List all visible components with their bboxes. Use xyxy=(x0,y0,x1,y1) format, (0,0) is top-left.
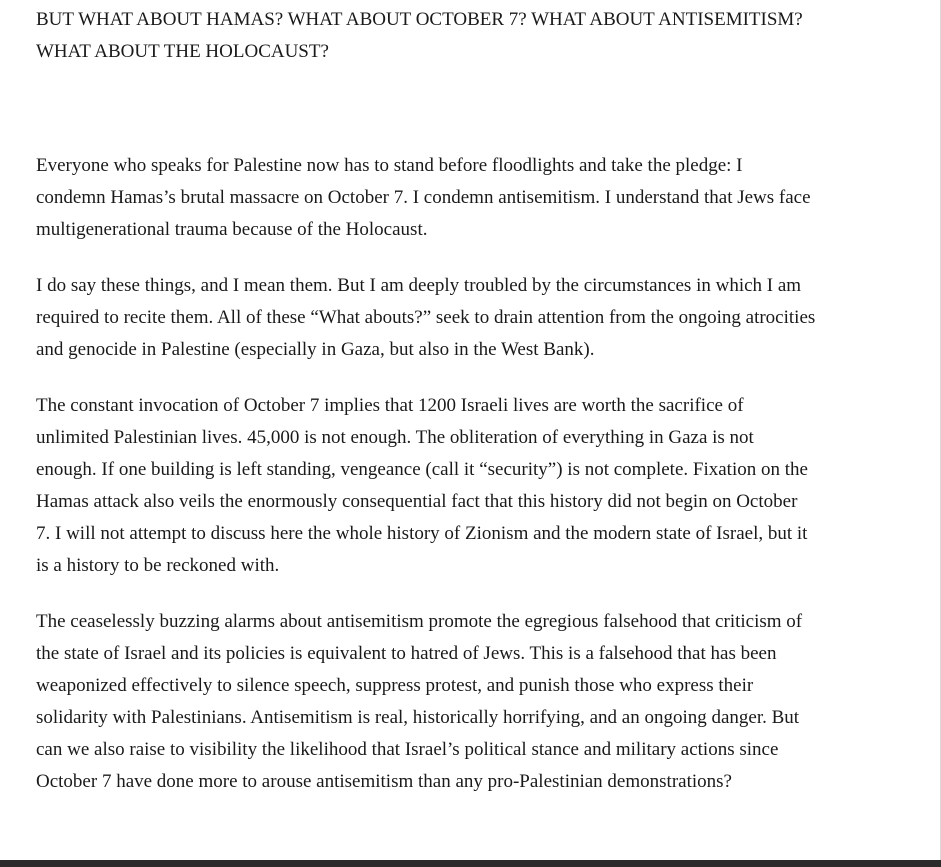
article-paragraphs xyxy=(36,150,816,798)
paragraph-3: The constant invocation of October 7 implies that 1200 Israeli lives are worth the sacrifice of unlimited Palestinian lives. 45,000 is not enough. The obliteration of everything in Gaza is not enough. If one building is left standing, vengeance (call it “security”) is not complete. Fixation on the Hamas attack also veils the enormously consequential fact that this history did not begin on October 7. I will not attempt to discuss here the whole history of Zionism and the modern state of Israel, but it is a history to be reckoned with. xyxy=(36,395,808,576)
paragraph-1: Everyone who speaks for Palestine now has to stand before floodlights and take the pledge: I condemn Hamas’s brutal massacre on October 7. I condemn antisemitism. I understand that Jews face multigenerational trauma because of the Holocaust. xyxy=(36,155,811,240)
paragraph-4: The ceaselessly buzzing alarms about antisemitism promote the egregious falsehood that criticism of the state of Israel and its policies is equivalent to hatred of Jews. This is a falsehood that has been weaponized effectively to silence speech, suppress protest, and punish those who express their solidarity with Palestinians. Antisemitism is real, historically horrifying, and an ongoing danger. But can we also raise to visibility the likelihood that Israel’s political stance and military actions since October 7 have done more to arouse antisemitism than any pro-Palestinian demonstrations? xyxy=(36,611,803,792)
section-heading-line-2: WHAT ABOUT THE HOLOCAUST? xyxy=(36,41,329,62)
section-heading xyxy=(36,4,816,68)
article-body xyxy=(36,4,816,822)
paragraph-2: I do say these things, and I mean them. But I am deeply troubled by the circumstances in which I am required to recite them. All of these “What abouts?” seek to drain attention from the ongoing atrocities and genocide in Palestine (especially in Gaza, but also in the West Bank). xyxy=(36,275,816,360)
section-heading-line-1: BUT WHAT ABOUT HAMAS? WHAT ABOUT OCTOBER 7? WHAT ABOUT ANTISEMITISM? xyxy=(36,9,803,30)
bottom-bar xyxy=(0,860,941,867)
